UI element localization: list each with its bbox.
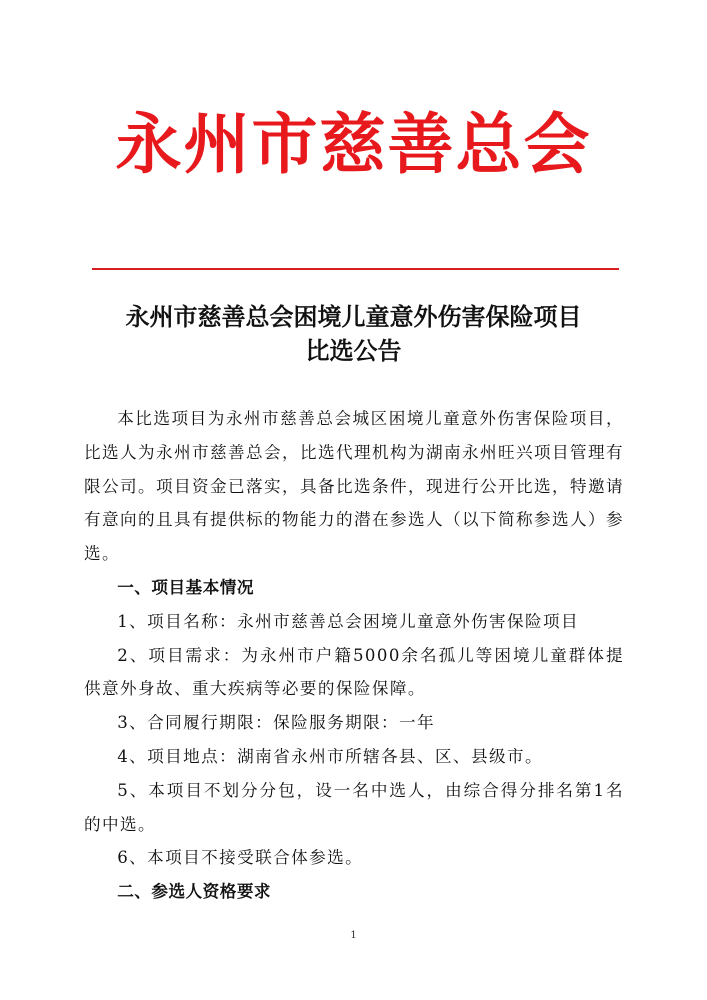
title-line-2: 比选公告	[305, 336, 402, 365]
document-body	[84, 402, 624, 909]
item-consortium: 6、本项目不接受联合体参选。	[117, 848, 364, 868]
section-heading-1: 一、项目基本情况	[117, 577, 254, 597]
document-title	[60, 300, 647, 368]
item-contract-period: 3、合同履行期限：保险服务期限：一年	[117, 713, 436, 733]
org-letterhead: 永州市慈善总会	[115, 105, 592, 183]
intro-paragraph: 本比选项目为永州市慈善总会城区困境儿童意外伤害保险项目，比选人为永州市慈善总会，比选代理机构为湖南永州旺兴项目管理有限公司。项目资金已落实，具备比选条件，现进行公开比选，特邀请有意向的且具有提供标的物能力的潜在参选人（以下简称参选人）参选。	[84, 409, 624, 564]
item-project-requirement: 2、项目需求：为永州市户籍5000余名孤儿等困境儿童群体提供意外身故、重大疾病等必要的保险保障。	[84, 645, 624, 699]
item-project-location: 4、项目地点：湖南省永州市所辖各县、区、县级市。	[117, 746, 543, 766]
section-heading-2: 二、参选人资格要求	[117, 882, 272, 902]
title-line-1: 永州市慈善总会困境儿童意外伤害保险项目	[125, 302, 582, 331]
item-project-name: 1、项目名称：永州市慈善总会困境儿童意外伤害保险项目	[117, 611, 579, 631]
item-lot-division: 5、本项目不划分分包，设一名中选人，由综合得分排名第1名的中选。	[84, 780, 624, 834]
letterhead-divider	[92, 268, 619, 270]
page-number: 1	[350, 930, 357, 941]
